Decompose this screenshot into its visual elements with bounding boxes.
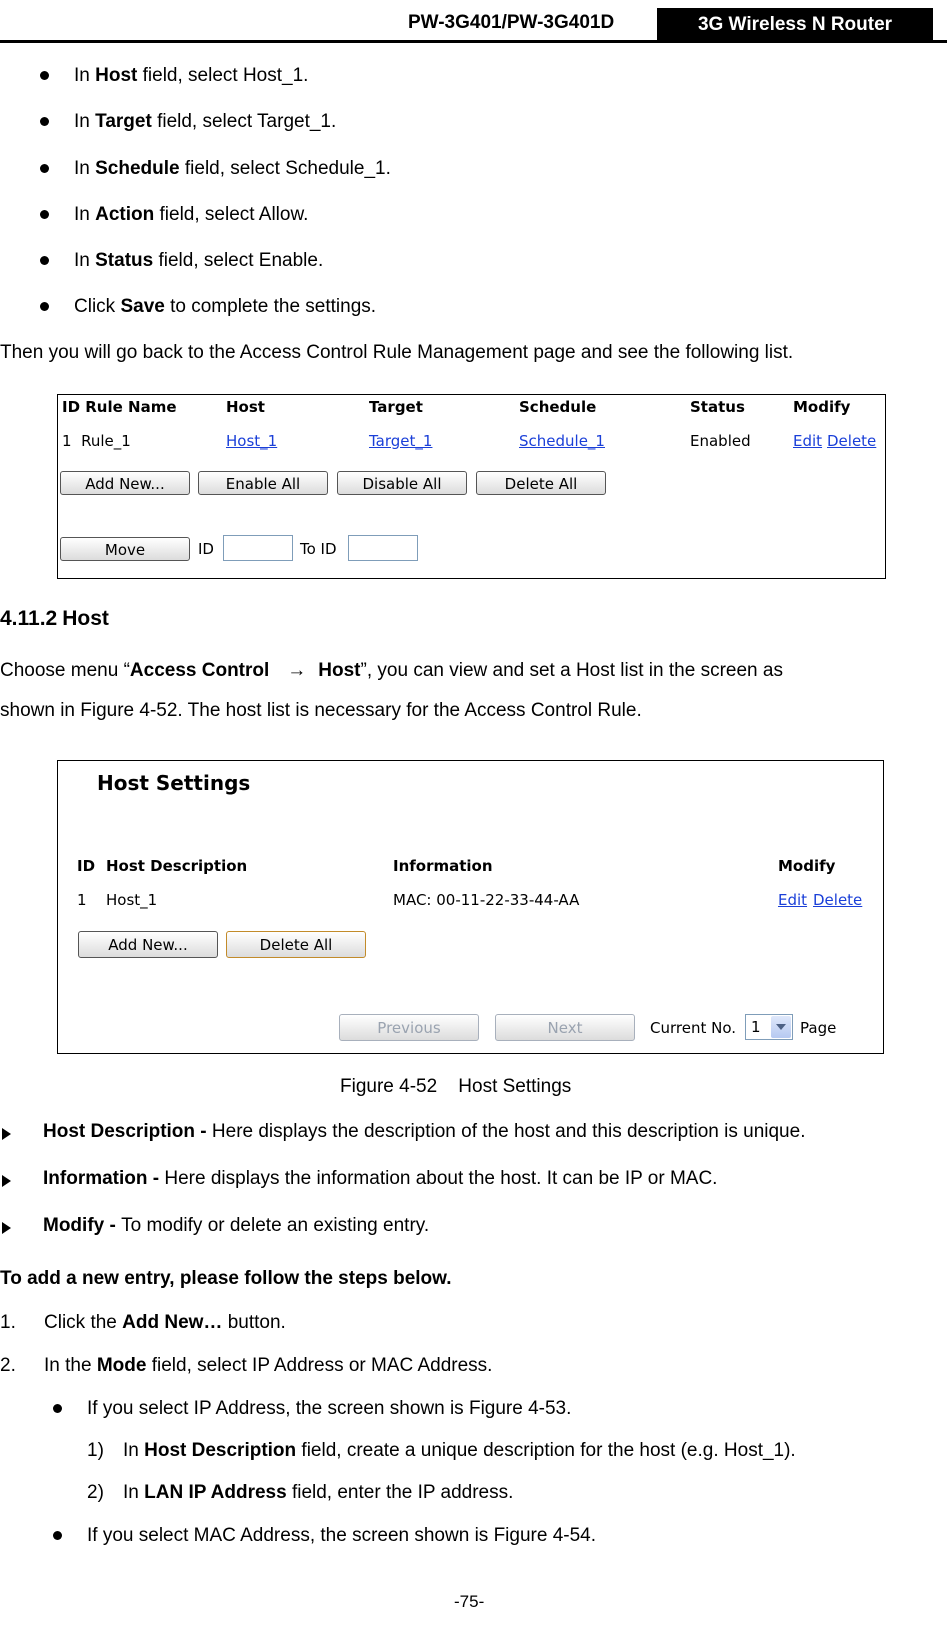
col-schedule: Schedule — [519, 398, 597, 416]
host-information: MAC: 00-11-22-33-44-AA — [393, 891, 580, 909]
rule-schedule-link[interactable]: Schedule_1 — [519, 432, 605, 450]
rule-status: Enabled — [690, 432, 751, 450]
rule-management-panel — [57, 394, 886, 579]
bullet-icon — [53, 1404, 62, 1413]
bullet-icon — [40, 256, 49, 265]
current-no-label: Current No. — [650, 1019, 737, 1037]
id-label: ID — [198, 540, 214, 558]
section-heading: 4.11.2 Host — [0, 607, 109, 630]
step-2: In the Mode field, select IP Address or MAC Address. — [44, 1355, 493, 1376]
figure-caption: Figure 4-52 Host Settings — [340, 1076, 572, 1097]
sub-step-2-number: 2) — [87, 1482, 104, 1503]
step-schedule: In Schedule field, select Schedule_1. — [74, 158, 391, 179]
def-modify: Modify - To modify or delete an existing entry. — [43, 1215, 430, 1236]
current-no-value: 1 — [751, 1018, 761, 1036]
host-settings-panel — [57, 760, 884, 1054]
arrow-icon: → — [287, 660, 307, 681]
id-input[interactable] — [223, 535, 293, 561]
delete-all-button[interactable]: Delete All — [476, 471, 606, 495]
def-information: Information - Here displays the information about the host. It can be IP or MAC. — [43, 1168, 718, 1189]
step-1: Click the Add New… button. — [44, 1312, 286, 1333]
chevron-down-icon — [771, 1016, 791, 1038]
bullet-ip-address: If you select IP Address, the screen shown is Figure 4-53. — [87, 1398, 572, 1419]
step-host: In Host field, select Host_1. — [74, 65, 309, 86]
col-host: Host — [226, 398, 265, 416]
col-status: Status — [690, 398, 745, 416]
bullet-icon — [40, 210, 49, 219]
step-2-number: 2. — [0, 1355, 16, 1376]
rule-host-link[interactable]: Host_1 — [226, 432, 278, 450]
previous-button[interactable]: Previous — [339, 1014, 479, 1041]
sub-step-1: In Host Description field, create a unique description for the host (e.g. Host_1). — [123, 1440, 796, 1461]
current-no-select[interactable] — [745, 1014, 793, 1040]
col-id: ID — [77, 857, 96, 875]
step-action: In Action field, select Allow. — [74, 204, 309, 225]
col-target: Target — [369, 398, 423, 416]
step-1-number: 1. — [0, 1312, 16, 1333]
host-edit-link[interactable]: Edit — [778, 891, 808, 909]
col-information: Information — [393, 857, 493, 875]
rule-id-name: 1 Rule_1 — [62, 432, 131, 450]
bullet-icon — [40, 302, 49, 311]
bullet-icon — [53, 1531, 62, 1540]
col-modify: Modify — [778, 857, 836, 875]
host-settings-title: Host Settings — [97, 771, 251, 795]
bullet-icon — [40, 117, 49, 126]
enable-all-button[interactable]: Enable All — [198, 471, 328, 495]
header-model: PW-3G401/PW-3G401D — [408, 12, 615, 33]
arrow-bullet-icon — [2, 1222, 11, 1234]
step-save: Click Save to complete the settings. — [74, 296, 377, 317]
host-add-new-button[interactable]: Add New... — [78, 931, 218, 958]
def-host-description: Host Description - Here displays the description of the host and this description is unique. — [43, 1121, 806, 1142]
to-id-label: To ID — [300, 540, 337, 558]
arrow-bullet-icon — [2, 1175, 11, 1187]
host-id: 1 — [77, 891, 87, 909]
add-new-button[interactable]: Add New... — [60, 471, 190, 495]
rule-target-link[interactable]: Target_1 — [369, 432, 433, 450]
bullet-mac-address: If you select MAC Address, the screen shown is Figure 4-54. — [87, 1525, 597, 1546]
step-target: In Target field, select Target_1. — [74, 111, 337, 132]
col-id-rule-name: ID Rule Name — [62, 398, 177, 416]
col-modify: Modify — [793, 398, 851, 416]
bullet-icon — [40, 71, 49, 80]
bullet-icon — [40, 164, 49, 173]
steps-heading: To add a new entry, please follow the steps below. — [0, 1268, 452, 1289]
header-product-tab: 3G Wireless N Router — [657, 8, 933, 42]
to-id-input[interactable] — [348, 535, 418, 561]
disable-all-button[interactable]: Disable All — [337, 471, 467, 495]
intro-line-2: shown in Figure 4-52. The host list is necessary for the Access Control Rule. — [0, 700, 642, 721]
arrow-bullet-icon — [2, 1128, 11, 1140]
intro-line-1: Choose menu “Access Control → Host”, you can view and set a Host list in the screen as — [0, 660, 783, 681]
col-host-description: Host Description — [106, 857, 248, 875]
rule-edit-link[interactable]: Edit — [793, 432, 823, 450]
host-delete-all-button[interactable]: Delete All — [226, 931, 366, 958]
header-rule — [0, 40, 947, 43]
page-number: -75- — [454, 1592, 485, 1611]
next-button[interactable]: Next — [495, 1014, 635, 1041]
then-text: Then you will go back to the Access Control Rule Management page and see the following list. — [0, 342, 794, 363]
host-description: Host_1 — [106, 891, 158, 909]
sub-step-1-number: 1) — [87, 1440, 104, 1461]
sub-step-2: In LAN IP Address field, enter the IP address. — [123, 1482, 514, 1503]
rule-delete-link[interactable]: Delete — [827, 432, 877, 450]
page-label: Page — [800, 1019, 837, 1037]
host-delete-link[interactable]: Delete — [813, 891, 863, 909]
move-button[interactable]: Move — [60, 537, 190, 561]
step-status: In Status field, select Enable. — [74, 250, 324, 271]
